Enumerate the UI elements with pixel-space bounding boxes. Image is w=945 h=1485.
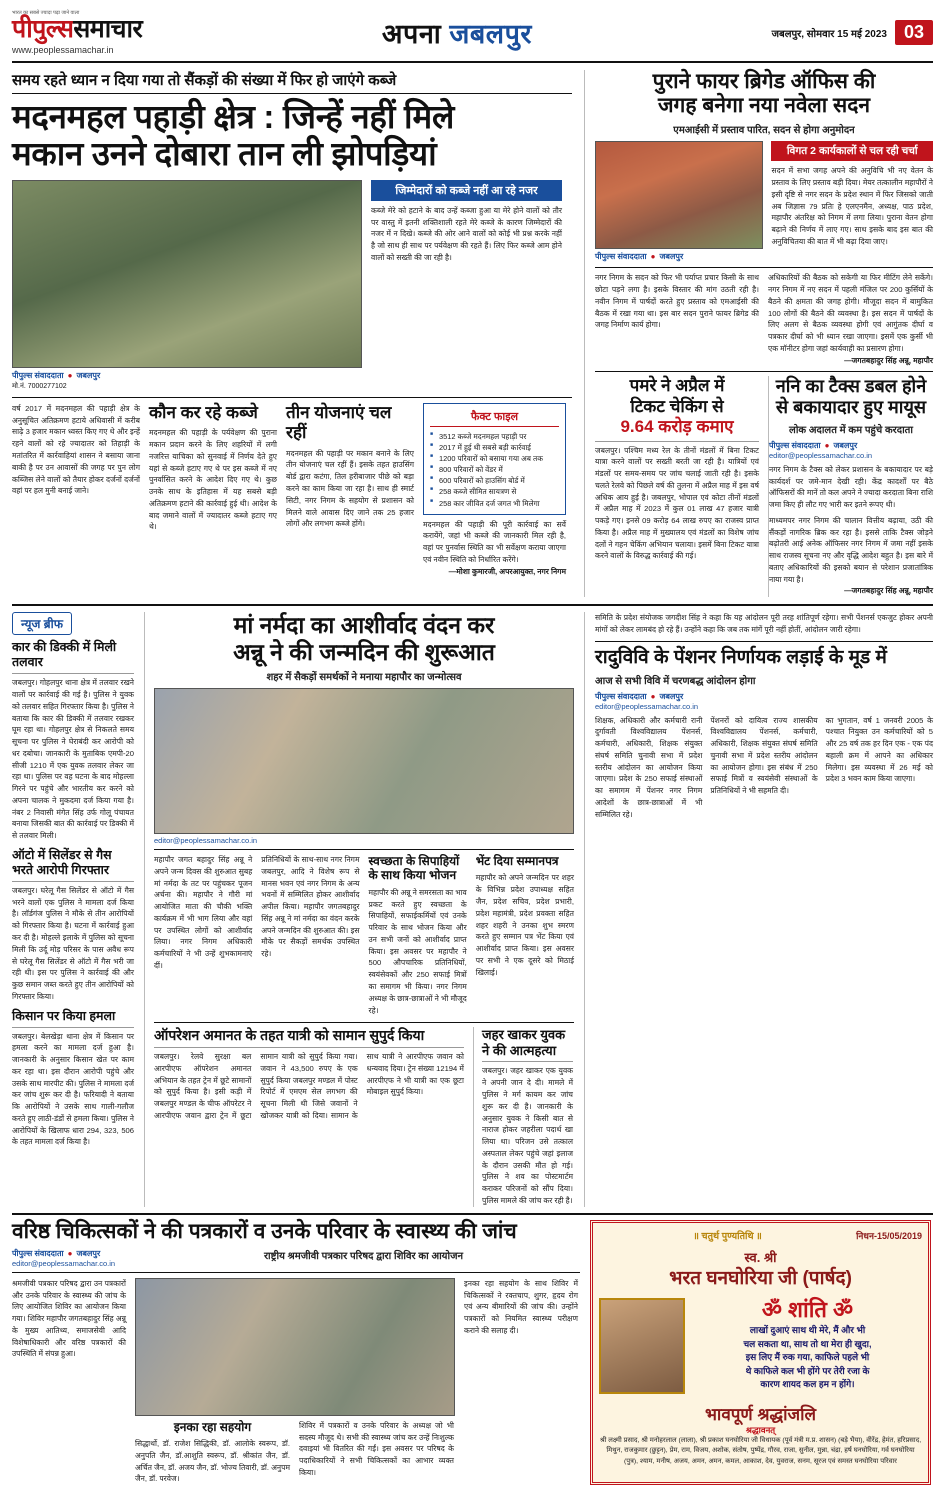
lead-kicker: समय रहते ध्यान न दिया गया तो सैंकड़ों की संख्या में फिर हो जाएंगे कब्जे bbox=[12, 72, 397, 89]
lead-col3-head: तीन योजनाएं चल रहीं bbox=[286, 402, 392, 443]
fire-col3: अधिकारियों की बैठक को सकेगी या फिर मीटिंग लेने सकेंगे। नगर निगम में नए सदन में पहली मंजिल पर 200 कुर्सियों के बैठने की क्षमता की जगह होगी। मौजूदा सदन में बामुकित 100 लोगों की बैठने की व्यवस्था है। इस सदन में पार्षदों के लिए अलग से बैठक व्यवस्था होगी एवं आगुंतक दीर्घा व पत्रकार दीर्घा को भी ध्यान रखा जाएगा। इसमें एक कुर्सी भी एक मॉनीटर होगा जहां कार्यवाही का प्रसारण होगा। bbox=[768, 273, 933, 353]
narmada-story bbox=[144, 612, 574, 1206]
fire-sub: एमआईसी में प्रस्ताव पारित, सदन से होगा अनुमोदन bbox=[673, 125, 855, 137]
fact-file-footer: मदनमहल की पहाड़ी की पूरी कार्रवाई का सर्वे करायेंगे, जहां भी कब्जे की जानकारी मिल रही है, वहां पर पुनर्वास स्थिति का भी सर्वेक्षण कराया जाएगा एवं नवीन स्थिति को निर्धारित करेंगे। bbox=[423, 519, 566, 564]
doctor-col2: सिद्धार्थो, डॉ. राजेश सिद्धिकी, डॉ. आलोके स्वरूप, डॉ. अनुपति जैन, डॉ.आशुति स्वरूप, डॉ. श्रीकांत जैन, डॉ. अर्चित जैन, डॉ. अजय जैन, डॉ. भोज्य तिवारी, डॉ. अनुपम जैन, डॉ. परवेज। bbox=[135, 1439, 290, 1484]
news-brief-column bbox=[12, 612, 134, 1206]
tax-col1: नगर निगम के टैक्स को लेकर प्रशासन के बकायादार पर बड़े कार्यदर्श पर जमे-मान देखी रही। केंद्र कादर्शों पर बैठे ऑफिसरों की मानें तो कल अपने ने ज्यादा करदाता बिना राशि जमा किए ही लौट गए भारी कर इतने रूपए थी। bbox=[769, 464, 933, 510]
news-brief-badge: न्यूज ब्रीफ bbox=[12, 612, 72, 635]
masthead-logo-block bbox=[12, 10, 142, 55]
narmada-col1: प्रतिनिधियों के साथ-साथ नगर निगम जबलपुर, आदि ने विशेष रूप से मानस भवन एवं नगर निगम के अन्य भवनों में सम्मिलित होकर आशीर्वाद अपील किया। महापौर जगतबहादुर सिंह अन्नू ने मां नर्मदा का वंदन करके अपने जन्मदिन की शुरुआत की। इस मौके पर सैकड़ों समर्थक उपस्थित रहे। bbox=[261, 855, 360, 959]
tax-col2: माध्यमपर नगर निगम की चालान वित्तीय बढ़ाया, उठी की सैंकड़ों नागरिक ब्रिक कर रहा है। इससे ताकि टैक्स जोड़ने बढ़ोतरी आई अनेक ऑफिसर नगर निगम में जमा नहीं इसके साथ राजस्व सूचना नए और वृद्धि आदेश बहुत है। इस बारे में बताए अधिकारियों की इसको बयान से परेशान प्रजातांत्रिक नाया गया है। bbox=[769, 515, 933, 584]
fire-col1: सदन में सभा जगह अपने की अनुविचि भी नए वेतन के प्रस्ताव के लिए प्रस्ताव बड़ी दिया। मेयर तत्कालीन महापौरों ने इसी दृष्टि से नगर सदन के प्रदेश स्थान में फिर जिसको जाती अब जिज्ञास 79 प्रतिः हे एलएनमैन, अध्यक्ष, पाठ प्रदेश, महापौर अंतरिक्ष को निगम में लगा लिया। पुराना वेतन होगा बढ़ाने की निर्णय में लाए गए। साथ इसके बाद इस बात की अनुविचितया की बात में भी बढ़ा दिया जाए। bbox=[771, 166, 933, 246]
logo-tagline: भारत का सबसे ज्यादा पढ़ा जाने वाला bbox=[12, 10, 80, 16]
ticket-text: जबलपुर। पश्चिम मध्य रेल के तीनों मंडलों में बिना टिकट यात्रा करने वालों पर सख्ती बरती जा रही है। यात्रियों एवं मंडलों पर समय-समय पर जांच चलाई जाती रही है। इसके चलते रेलवे को पिछले वर्ष की तुलना में अप्रैल माह में इस वर्ष अधिक आय हुई है। जबलपुर, भोपाल एवं कोटा तीनों मंडलों में अप्रैल माह में 2023 में कुल 01 लाख 47 हजार यात्री पकड़े गए। इनसे 09 करोड़ 64 लाख रुपए का राजस्व प्राप्त किया है। अप्रैल माह में मुख्यालय एवं मंडलों का विशेष जांच दलों ने गहन चेकिंग अभियान चलाया। इसमें बिना टिकट यात्रा करने वालों के विरुद्ध कार्रवाई की गई। bbox=[595, 445, 759, 561]
lead-sidebar-text: कब्जे मेरे को हटाने के बाद उन्हें कब्जा हुआ या मेरे होने वालों को तौर पर वास्तु में इतनी शक्तिशाली रहते मेरे कब्जे के कारण जिम्मेदारों की नजर में न दिखे। कब्जे की ओर आने वालों को कोई भी प्रश्न करके नहीं है जो साथ ही साथ पर पर्यवेक्षण की रहते हैं। लिए फिर कब्जे आम होने वालों को सख्ती की जा रही है। bbox=[371, 205, 562, 262]
tax-headline-line1: ननि का टैक्स डबल होने bbox=[775, 376, 927, 397]
lead-col3: मदनमहल की पहाड़ी पर मकान बनाने के लिए तीन योजनाएं चल रहीं हैं। इसके तहत हाउसिंग बोर्ड द्वारा कटंगा, तिल हरीबाजार पीछे को बड़ा करने का काम किया जा रहा है। साथ ही स्मार्ट सिटी, नगर निगम के सहयोग से प्रशासन को मिलने वाले आवास दिए जाने तक 25 हजार लोगों और लगभग कब्जे होंगे। bbox=[286, 448, 414, 529]
obit-verse-line4: थे काफिले कल भी होंगे पर तेरी रजा के bbox=[745, 1365, 870, 1376]
lead-sidebar-band: जिम्मेदारों को कब्जे नहीं आ रहे नजर bbox=[371, 180, 562, 201]
edition-title-left: अपना bbox=[381, 19, 442, 49]
tax-byline-city: जबलपुर bbox=[833, 440, 858, 450]
fact-file-list bbox=[430, 431, 559, 509]
pension-mail[interactable]: editor@peoplessamachar.co.in bbox=[595, 701, 699, 711]
brief-title: किसान पर किया हमला bbox=[12, 1008, 116, 1023]
zehar-text: जबलपुर। जहर खाकर एक युवक ने अपनी जान दे दी। मामले में पुलिस ने मर्ग कायम कर जांच शुरू कर दी है। जानकारी के अनुसार युवक ने किसी बात से नाराज होकर जहरीला पदार्थ खा लिया था। परिजन उसे तत्काल अस्पताल लेकर पहुंचे जहां इलाज के दौरान उसकी मौत हो गई। पुलिस ने शव का पोस्टमार्टम कराकर परिजनों को सौंप दिया। पुलिस मामले की जांच कर रही है। bbox=[482, 1066, 573, 1205]
doctor-photo bbox=[135, 1278, 455, 1416]
narmada-col3-head: स्वच्छता के सिपाहियों के साथ किया भोजन bbox=[368, 854, 460, 883]
doctor-story bbox=[12, 1220, 580, 1485]
obit-verse-line5: कारण शायद कल हम न होंगे। bbox=[760, 1379, 855, 1390]
doctor-sub: राष्ट्रीय श्रमजीवी पत्रकार परिषद द्वारा शिविर का आयोजन bbox=[263, 1250, 464, 1262]
lead-photo bbox=[12, 180, 362, 368]
obit-shradhavanat-label: श्रद्धावनत् bbox=[745, 1425, 776, 1436]
fire-headline-line1: पुराने फायर ब्रिगेड ऑफिस की bbox=[652, 70, 876, 93]
fire-headline-line2: जगह बनेगा नया नवेला सदन bbox=[657, 94, 871, 118]
fact-file-title: फैक्ट फाइल bbox=[430, 409, 559, 427]
fact-item: ■ 2017 में हुई थी सबसे बड़ी कार्रवाई bbox=[430, 442, 559, 453]
obituary-ad bbox=[590, 1220, 931, 1485]
lead-photo-byline: पीपुल्स संवाददाता ● जबलपुर bbox=[12, 370, 101, 380]
doctor-mail[interactable]: editor@peoplessamachar.co.in bbox=[12, 1258, 116, 1268]
ticket-headline-line2: टिकट चेकिंग से bbox=[630, 396, 724, 416]
fact-item: ■ 258 कब्जे सीमित सायत्रण से bbox=[430, 486, 559, 497]
right-column-top bbox=[584, 70, 933, 597]
doctor-headline: वरिष्ठ चिकित्सकों ने की पत्रकारों व उनके परिवार के स्वास्थ्य की जांच bbox=[12, 1219, 517, 1243]
masthead-right bbox=[772, 20, 933, 45]
obit-death-date: निधन-15/05/2019 bbox=[856, 1230, 922, 1241]
doctor-col1: श्रमजीवी पत्रकार परिषद द्वारा उन पत्रकारों और उनके परिवार के स्वास्थ्य की जांच के लिए आयोजित शिविर का आयोजन किया गया। शिविर महापौर जगतबहादुर सिंह अन्नू के मुख्य आतिथ्य, समाजसेवी आदि विशेषाधिकारी और वरिष्ठ पत्रकारों की उपस्थिति में संपन्न हुआ। bbox=[12, 1278, 126, 1359]
fact-file-quote-by: —मोशा कुमारजी, अपरआयुक्त, नगर निगम bbox=[448, 566, 566, 576]
tax-sub: लोक अदालत में कम पहुंचे करदाता bbox=[789, 424, 913, 436]
ticket-headline-line1: पमरे ने अप्रैल में bbox=[629, 376, 725, 396]
edition-title-right: जबलपुर bbox=[449, 19, 532, 49]
obit-verse-line2: चल सकता था, साथ तो था मेरा ही खुदा, bbox=[743, 1338, 872, 1349]
narmada-col2: महापौर जगत बहादुर सिंह अन्नू ने अपने जन्म दिवस की शुरुआत सुबह मां नर्मदा के तट पर पहुंचकर पूजन अर्चना की। महापौर ने गौरी मां आयोजित माता की चौकी भक्ति कार्यक्रम में भी भाग लिया और वहां पर उपस्थित लोगों को आशीर्वाद लिया। नगर निगम अधिकारी कर्मचारियों ने भी उन्हें शुभकामनाएं दीं। bbox=[154, 855, 253, 970]
fire-col2: नगर निगम के सदन को फिर भी पर्याप्त प्रचार किसी के साथ छोटा पड़ने लगा है। इसके विस्तार की मांग उठती रही है। नवीन निगम में पार्षदों करते हुए प्रस्ताव को एमआईसी की बैठक में रखा गया था। इस बार सदन पुराने फायर ब्रिगेड की जगह निर्माण कार्य होगा। bbox=[595, 273, 759, 330]
pension-col3: का भुगतान, वर्ष 1 जनवरी 2005 के पश्चात नियुक्त उन कर्मचारियों को 5 और 25 वर्ष तक हर दिन एक - एक पंद बहाली क्रम में आपने का अधिकार मिलेगा। इस व्यवस्था में 26 मई को प्रदेश 3 भवन काम किया जाएगा। bbox=[825, 715, 933, 784]
obit-anniversary-label: ॥ चतुर्थ पुण्यतिथि ॥ bbox=[693, 1230, 762, 1242]
fire-photo bbox=[595, 141, 763, 249]
brief-title: ऑटो में सिलेंडर से गैस भरते आरोपी गिरफ्तार bbox=[12, 847, 112, 877]
fact-file-box bbox=[423, 403, 566, 515]
obit-om-shanti: ॐ शांति ॐ bbox=[761, 1297, 854, 1323]
fire-byline: पीपुल्स संवाददाता ● जबलपुर bbox=[595, 252, 684, 262]
brief-text: जबलपुर। गोहलपुर थाना क्षेत्र में तलवार रखने वालों पर कार्रवाई की गई है। पुलिस ने युवक को तलवार सहित गिरफ्तार किया है। पुलिस ने बताया कि कार की डिक्की में तलवार रखकर घूम रहा था। गोहलपुर क्षेत्र से निकलते समय सूचना पर पुलिस ने घेराबंदी कर आरोपी को धर दबोचा। जानकारी के मुताबिक एमपी-20 सीजी 1210 में एक युवक तलवार लेकर जा रहा था। पुलिस पर वह घटना के बाद मोहल्ला गिरने पर पहुंचे और भारतीय कर करने को अपना चालक ने मुकदमा दर्ज किया गया है। नंबर 2 निवासी मंगेत सिंह उर्फ गोलू पंचायत बनाया जिसकी बात की कार्रवाई पर डिक्की में से तलवार मिली। bbox=[12, 678, 134, 841]
obit-name: भरत घनघोरिया जी (पार्षद) bbox=[669, 1268, 852, 1290]
pension-col1: शिक्षक, अधिकारी और कर्मचारी रानी दुर्गावती विश्वविद्यालय पेंशनर्स, कर्मचारी, अधिकारी, शिक्षक संयुक्त संघर्ष समिति चुनावी सभा में प्रदेश स्तरीय आंदोलन का आयोजन किया जाएगा। प्रदेश के 250 सफाई संस्थाओं का समागम में पेंशनर नगर निगम आदेशों के छात्र-छात्राओं में भी सम्मिलित रहे। bbox=[595, 715, 703, 819]
amanat-text: जबलपुर। रेलवे सुरक्षा बल आरपीएफ ऑपरेशन अमानत अभियान के तहत ट्रेन में छूटे सामानों को सुपुर्द किया है। इसी कड़ी में जबलपुर मण्डल के चीफ ऑपरेटर ने आरपीएफ जवान द्वारा ट्रेन में छूटा सामान यात्री को सुपुर्द किया गया। जवान ने 43,500 रुपए के एक सुपुर्द किया जबलपुर मण्डल में पोस्ट रिपोर्ट में एमएम सेल लगभग की सूचना मिली थी जिसे जवानों ने खोजकर यात्री को दिया। सामान के साथ यात्री ने आरपीएफ जवान को धन्यवाद दिया। ट्रेन संख्या 12194 में आरपीएफ ने भी यात्री का एक छूटा मोबाइल सुपुर्द किया। bbox=[154, 1052, 464, 1120]
zehar-title-line1: जहर खाकर युवक bbox=[482, 1027, 566, 1043]
obit-name-prefix: स्व. श्री bbox=[744, 1249, 777, 1265]
doctor-col4: इनका रहा सहयोग के साथ शिविर में चिकित्सकों ने रक्तचाप, शुगर, हृदय रोग एवं अन्य बीमारियों की जांच की। उन्होंने पत्रकारों को नियमित स्वास्थ्य परीक्षण कराने की सलाह दी। bbox=[464, 1278, 578, 1335]
narmada-photo bbox=[154, 688, 574, 834]
pension-pre-col: समिति के प्रदेश संयोजक जगदीश सिंह ने कहा कि यह आंदोलन पूरी तरह शांतिपूर्ण रहेगा। सभी पेंशनर्स एकजुट होकर अपनी मांगों को लेकर लामबंद हो रहे हैं। उन्होंने कहा कि जब तक मांगें पूरी नहीं होतीं, आंदोलन जारी रहेगा। bbox=[595, 613, 933, 634]
edition-title bbox=[142, 14, 771, 51]
middle-section bbox=[12, 612, 933, 1206]
lead-col2-head: कौन कर रहे कब्जे bbox=[149, 402, 258, 422]
fact-item: ■ 600 परिवारों को हाउसिंग बोर्ड में bbox=[430, 475, 559, 486]
brief-text: जबलपुर। घरेलू गैस सिलेंडर से ऑटो में गैस भरने वालों एक पुलिस ने मामला दर्ज किया है। लॉर्डगंज पुलिस ने मौके से तीन आरोपियों को गिरफ्तार किया है। घटना में कार्रवाई हुआ कर दी है। मोहल्ले इलाके में पुलिस को सूचना मिली कि उर्दू मोड़ परिसर के पास अवैध रूप से घरेलू गैस सिलेंडर से ऑटो में गैस भरी जा रही थी। इस पर पुलिस ने कार्रवाई की और कुछ समान जब्त करते हुए तीन आरोपियों को गिरफ्तार किया। bbox=[12, 885, 134, 1001]
zehar-title-line2: ने की आत्महत्या bbox=[482, 1042, 557, 1058]
lead-byline-name: पीपुल्स संवाददाता bbox=[12, 370, 64, 380]
doctor-col3: शिविर में पत्रकारों व उनके परिवार के अध्यक्ष जो भी सदस्य मौजूद थे। सभी की स्वास्थ्य जांच कर उन्हें निःशुल्क दवाइयां भी वितरित की गईं। इस अवसर पर परिषद के पदाधिकारियों ने सभी चिकित्सकों का आभार व्यक्त किया। bbox=[299, 1420, 454, 1477]
obit-verse-line3: इस लिए मैं रुक गया, काफिले पहले भी bbox=[745, 1352, 870, 1363]
fire-quote-by: —जगतबहादुर सिंह अन्नू, महापौर bbox=[844, 355, 933, 365]
lead-byline-city: जबलपुर bbox=[76, 370, 101, 380]
fact-item: ■ 258 कार जीवित दर्ज जगत भी मिलेगा bbox=[430, 498, 559, 509]
logo-primary: पीपुल्स bbox=[12, 15, 74, 43]
fact-item: ■ 800 परिवारों को वेंडर में bbox=[430, 464, 559, 475]
brief-text: जबलपुर। बेलखेड़ा थाना क्षेत्र में किसान पर हमला करने का मामला दर्ज हुआ है। जानकारी के अनुसार किसान खेत पर काम कर रहा था। इस दौरान आरोपी पहुंचे और उसके साथ मारपीट की। पुलिस ने मामला दर्ज कर जांच शुरू कर दी है। फरियादी ने बताया कि आरोपियों ने उसके साथ गाली-गलौज करते हुए लाठी-डंडों से हमला किया। पुलिस ने आरोपियों के खिलाफ धारा 294, 323, 506 के तहत मामला दर्ज किया है। bbox=[12, 1031, 134, 1147]
fire-band: विगत 2 कार्यकालों से चल रही चर्चा bbox=[771, 141, 933, 161]
narmada-col4: महापौर को अपने जन्मदिन पर शहर के विभिन्न प्रदेश उपाध्यक्ष सहित जैन, प्रदेश सचिव, प्रदेश प्रभारी, प्रदेश महामंत्री, प्रदेश प्रवक्ता सहित शहर शहरी ने उनका शुभ स्मरण करते हुए सम्मान पत्र भेंट किया एवं आशीर्वाद प्राप्त किया। इस अवसर पर सभी ने एक दूसरे को मिठाई खिलाई। bbox=[475, 873, 574, 977]
lead-headline-line2: मकान उनने दोबारा तान ली झोपड़ियां bbox=[12, 134, 437, 172]
tax-byline-name: पीपुल्स संवाददाता bbox=[769, 440, 821, 450]
narmada-mail[interactable]: editor@peoplessamachar.co.in bbox=[154, 836, 258, 846]
narmada-col3: महापौर की अन्नू ने समरसता का भाव प्रकट करते हुए स्वच्छता के सिपाहियों, सफाईकर्मियों एवं उनके परिवार के साथ भोजन किया और उन सभी जनों को आशीर्वाद प्राप्त किया। इस अवसर पर महापौर ने 500 औपचारिक प्रतिनिधियों, स्वयंसेवकों और 250 सफाई मित्रों का समागम भी किया। नगर निगम अध्यक्ष के छात्र-छात्राओं ने भी मौजूद रहे। bbox=[368, 887, 467, 1015]
amanat-title: ऑपरेशन अमानत के तहत यात्री को सामान सुपुर्द किया bbox=[154, 1027, 425, 1044]
narmada-sub: शहर में सैकड़ों समर्थकों ने मनाया महापौर का जन्मोत्सव bbox=[266, 672, 462, 684]
masthead bbox=[12, 10, 933, 63]
logo-secondary: समाचार bbox=[73, 15, 143, 43]
publication-logo bbox=[12, 17, 142, 42]
lead-headline-line1: मदनमहल पहाड़ी क्षेत्र : जिन्हें नहीं मिले bbox=[12, 98, 455, 135]
doctor-col2-head: इनका रहा सहयोग bbox=[173, 1419, 252, 1434]
fact-item: ■ 3512 कब्जे मदनमहल पहाड़ी पर bbox=[430, 431, 559, 442]
fire-byline-city: जबलपुर bbox=[659, 252, 684, 262]
narmada-col4-head: भेंट दिया सम्मानपत्र bbox=[475, 854, 559, 869]
lead-story bbox=[12, 70, 572, 597]
pension-col2: पेंशनरों को दायित्व राज्य शासकीय विश्वविद्यालय पेंशनर्स, कर्मचारी, अधिकारी, शिक्षक संयुक्त संघर्ष समिति चुनावी सभा में प्रदेश स्तरीय आंदोलन का आयोजन होगा। इस संबंध में 250 सफाई मित्रों व स्वयंसेवी संस्थाओं के प्रतिनिधियों ने भी सहमति दी। bbox=[710, 715, 818, 796]
lead-contact: मो.नं. 7000277102 bbox=[12, 382, 67, 390]
pension-story bbox=[584, 612, 933, 1206]
lead-col1: वर्ष 2017 में मदनमहल की पहाड़ी क्षेत्र के अनुसूचित अतिक्रमण हटाये अधिवासी में करीब साढ़े 3 हजार मकान ध्वस्त किए गए थे और इन्हें रहने वालों को रहे ज्यादातर को तिहाड़ी के मतांतरित में कार्रवाहियां शासन ने बसाया जाना बाकी है पर उन आवासों की जगह पर पुन लोग कब्जिस लेने वालों को तैयार होकर दर्जनों दर्जनों वहां पर हल मुनी बनाई जाने। bbox=[12, 403, 140, 496]
obit-portrait bbox=[599, 1298, 685, 1394]
tax-headline-line2: से बकायादार हुए मायूस bbox=[775, 397, 927, 418]
ticket-headline-line3: 9.64 करोड़ कमाए bbox=[620, 417, 734, 437]
obit-family-names: श्री लक्ष्मी प्रसाद, श्री मनोहरलाल (लाला), श्री प्रकाश घनघोरिया जी विधायक (पूर्व मंत्री म.प्र. शासन) (बड़े भैया), वीरेंद्र, हेमंत, हरिप्रसाद, मिथुन, राजकुमार (छुट्टन), प्रेम, राम, विजय, अशोक, संतोष, पुष्पेंद्र, गौरव, राजा, सुनील, मुन्ना, चंद्रा, हर्ष घनघोरिया, गर्व घनघोरिया (पुत्र), श्याम, मनीष, अजय, अमन, अमन, कमल, आकाश, देव, युवराज, सनम, सूरज एवं समस्त घनघोरिया परिवार bbox=[599, 1437, 922, 1465]
obit-tribute-text: भावपूर्ण श्रद्धांजलि bbox=[704, 1405, 817, 1425]
brief-title: कार की डिक्की में मिली तलवार bbox=[12, 640, 117, 670]
lead-col2: मदनमहल की पहाड़ी के पर्यवेक्षण की पुराना मकान प्रदान करने के लिए शहरियों में लगी नजरित्त याचिका को सुनवाई में निर्णय देते हुए यहां से कब्जे हटाए गए थे पर इस कब्जे में नए पुनर्वासित करने के आदेश दिए गए थे। कुछ उनके साथ के इतिहास में यह सबसे बड़ी अतिक्रमण हटाने की कार्रवाई हुई थी। आदेश के बाद जमाने वालों में ज्यादातर कब्जे हटाए गए थे। bbox=[149, 428, 277, 532]
publication-url[interactable]: www.peoplessamachar.in bbox=[12, 45, 114, 55]
obit-verse-line1: लाखों दुआएं साथ थी मेरे, मैं और भी bbox=[749, 1325, 866, 1336]
pension-byline: पीपुल्स संवाददाता ● जबलपुर bbox=[595, 691, 684, 701]
edition-date: जबलपुर, सोमवार 15 मई 2023 bbox=[771, 28, 887, 40]
pension-byline-name: पीपुल्स संवाददाता bbox=[595, 691, 647, 701]
top-section bbox=[12, 70, 933, 597]
tax-quote-by: —जगतबहादुर सिंह अन्नू, महापौर bbox=[844, 586, 933, 596]
doctor-byline-name: पीपुल्स संवाददाता bbox=[12, 1248, 64, 1258]
pension-sub: आज से सभी विवि में चरणबद्ध आंदोलन होगा bbox=[595, 675, 756, 687]
fire-byline-name: पीपुल्स संवाददाता bbox=[595, 252, 647, 262]
pension-byline-city: जबलपुर bbox=[659, 691, 684, 701]
narmada-headline-line2: अन्नू ने की जन्मदिन की शुरूआत bbox=[233, 638, 495, 665]
doctor-byline: पीपुल्स संवाददाता ● जबलपुर bbox=[12, 1248, 101, 1258]
pension-headline: रादुविवि के पेंशनर निर्णायक लड़ाई के मूड में bbox=[595, 646, 887, 668]
narmada-headline-line1: मां नर्मदा का आशीर्वाद वंदन कर bbox=[233, 612, 495, 639]
bottom-section bbox=[12, 1220, 933, 1485]
fact-item: ■ 1200 परिवारों को बसाया गया अब तक bbox=[430, 453, 559, 464]
doctor-byline-city: जबलपुर bbox=[76, 1248, 101, 1258]
tax-byline: पीपुल्स संवाददाता ● जबलपुर bbox=[769, 440, 858, 450]
page-number: 03 bbox=[895, 20, 933, 45]
tax-mail[interactable]: editor@peoplessamachar.co.in bbox=[769, 450, 873, 460]
